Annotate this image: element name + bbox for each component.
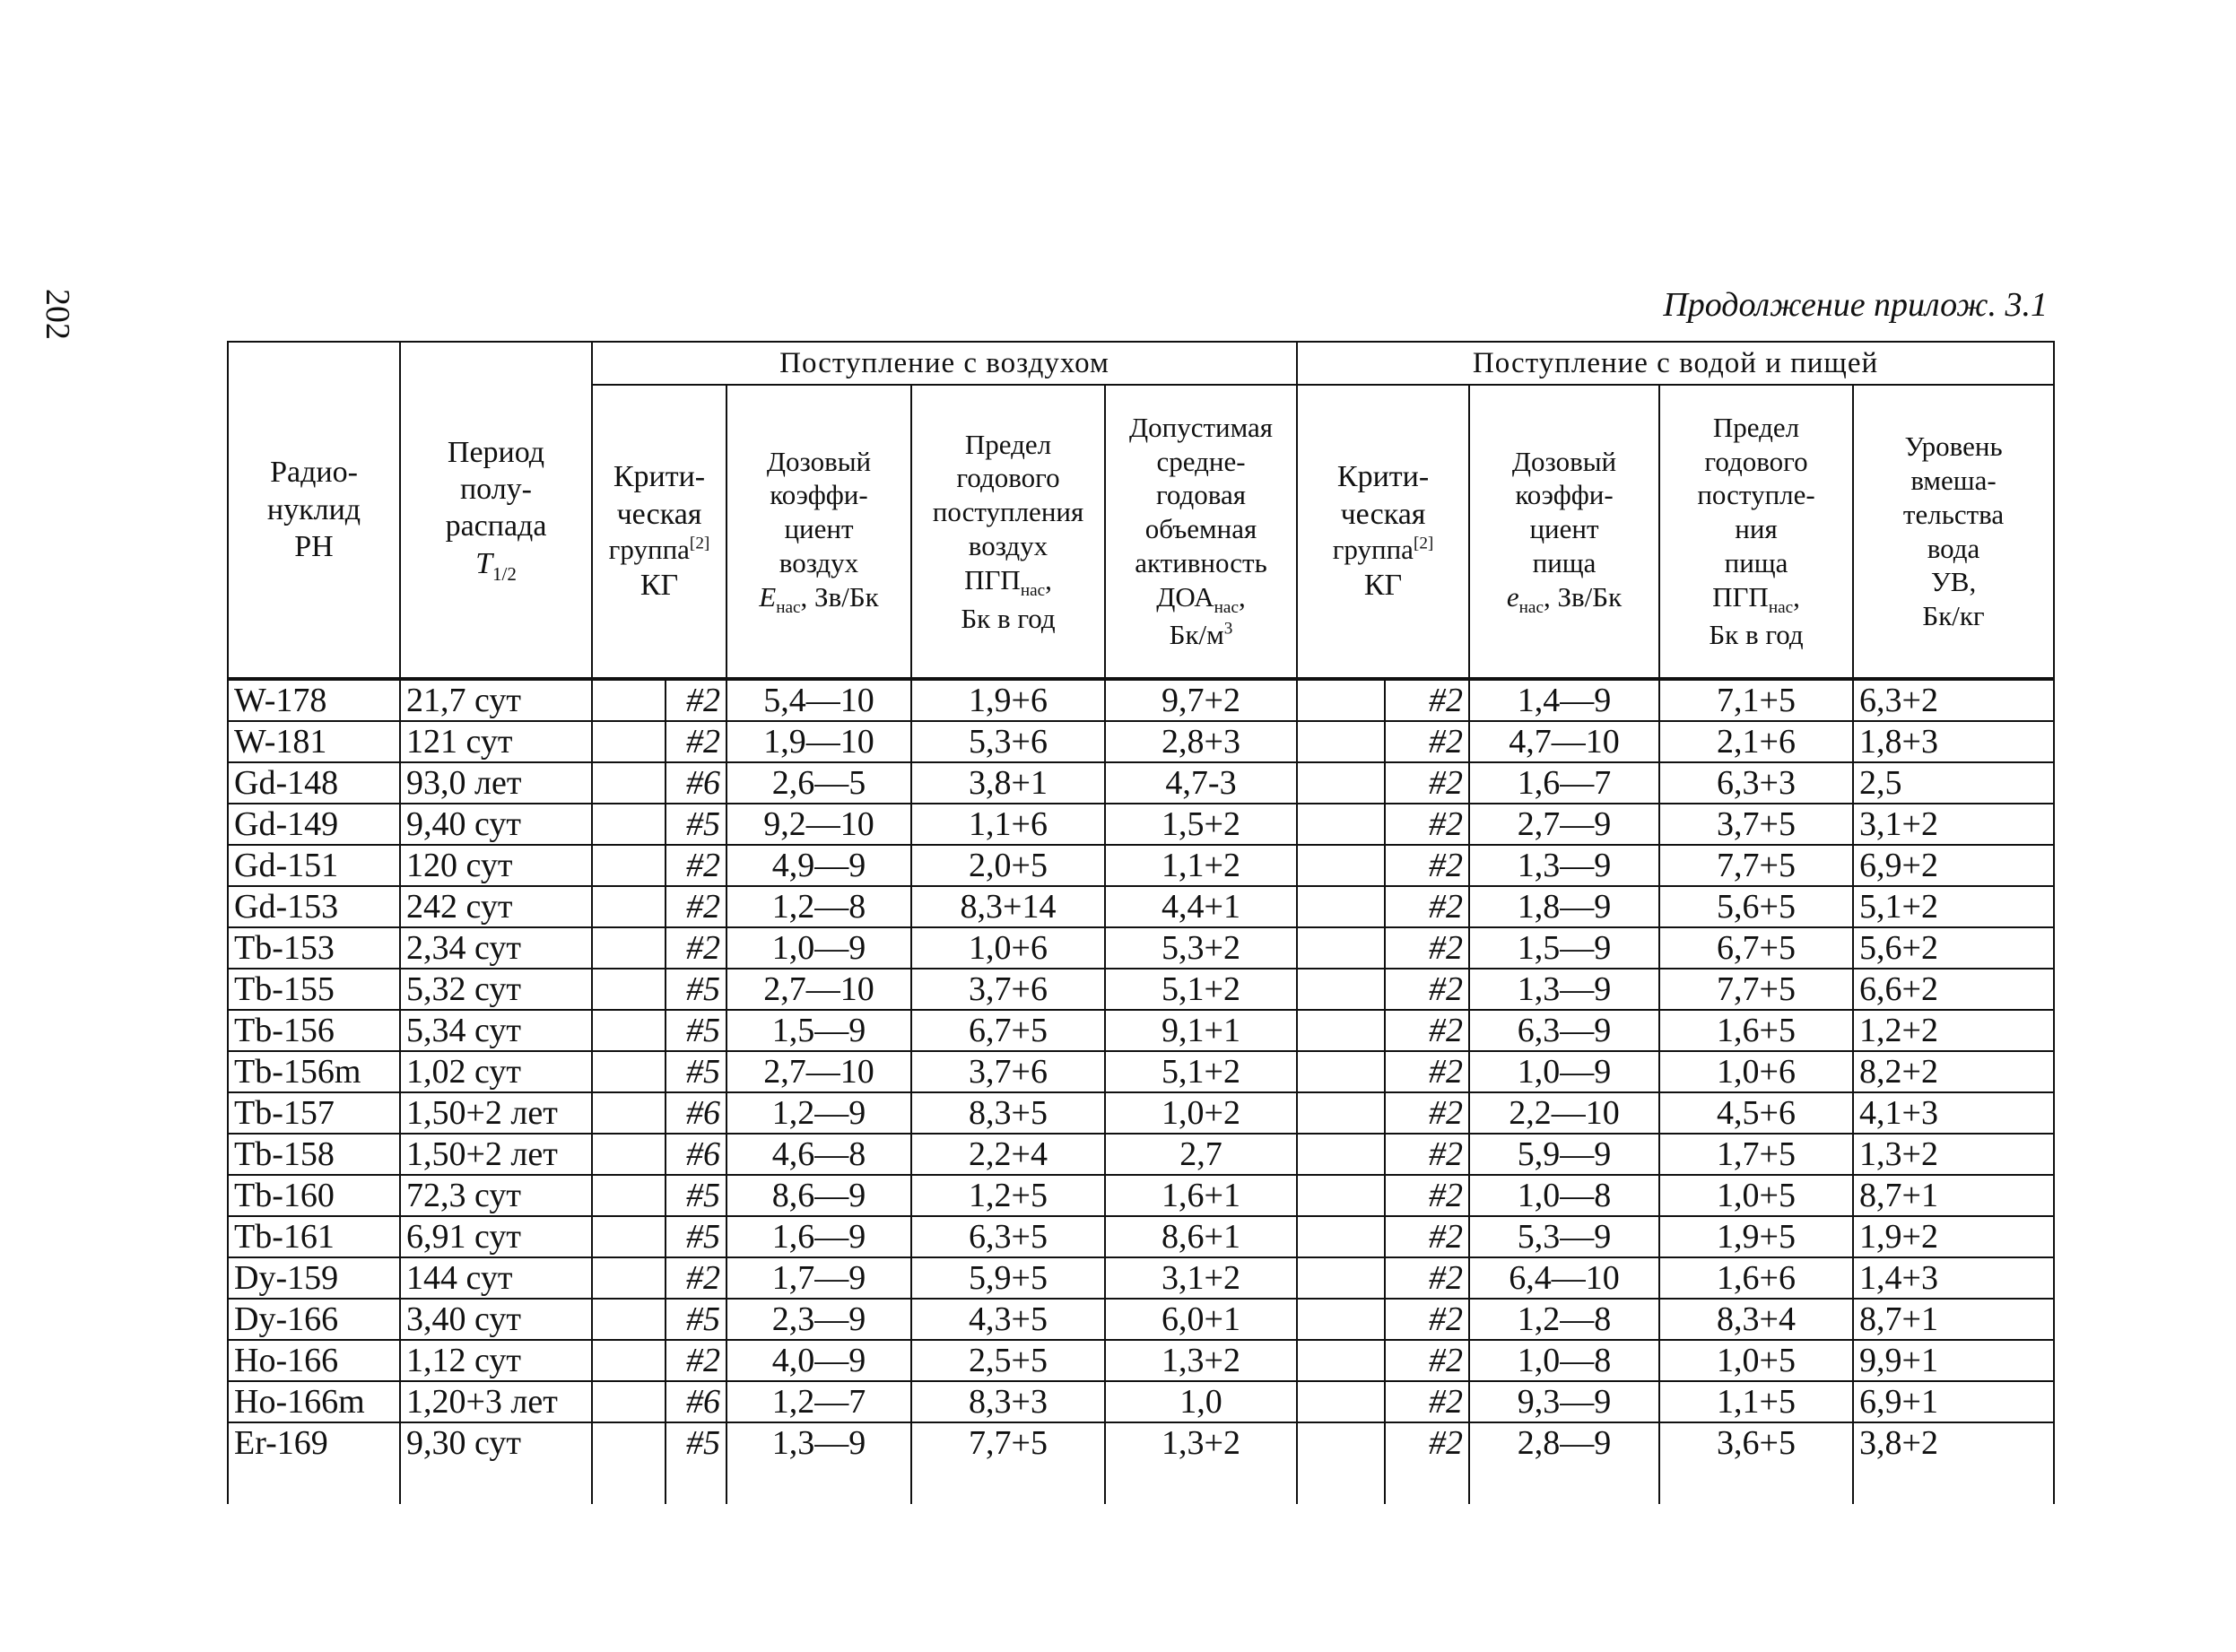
cell-critical-group-air: #5 bbox=[666, 1051, 726, 1092]
cell-intake-limit-air: 8,3+5 bbox=[911, 1092, 1105, 1134]
cell-doa: 1,3+2 bbox=[1105, 1422, 1297, 1504]
cell-half-life: 144 сут bbox=[400, 1257, 592, 1299]
cell-intervention-level: 5,1+2 bbox=[1853, 886, 2054, 927]
cell-dose-coeff-food: 1,0—8 bbox=[1469, 1175, 1659, 1216]
cell-dose-coeff-food: 1,2—8 bbox=[1469, 1299, 1659, 1340]
cell-critical-group-air: #5 bbox=[666, 1010, 726, 1051]
cell-blank bbox=[592, 1216, 666, 1257]
cell-blank bbox=[592, 886, 666, 927]
radionuclide-table bbox=[227, 341, 2055, 1504]
cell-dose-coeff-food: 1,4—9 bbox=[1469, 679, 1659, 721]
cell-blank bbox=[592, 1299, 666, 1340]
cell-blank bbox=[592, 762, 666, 804]
cell-intake-limit-food: 1,6+6 bbox=[1659, 1257, 1853, 1299]
table-row bbox=[228, 1010, 2054, 1051]
header-critical-group-food: Крити- ческая группа[2] КГ bbox=[1297, 385, 1469, 679]
cell-nuclide: W-178 bbox=[228, 679, 400, 721]
cell-intake-limit-food: 3,7+5 bbox=[1659, 804, 1853, 845]
cell-dose-coeff-food: 2,7—9 bbox=[1469, 804, 1659, 845]
cell-blank bbox=[592, 1340, 666, 1381]
cell-dose-coeff-air: 8,6—9 bbox=[726, 1175, 911, 1216]
cell-blank bbox=[1297, 1175, 1385, 1216]
cell-intake-limit-food: 3,6+5 bbox=[1659, 1422, 1853, 1504]
cell-dose-coeff-air: 2,7—10 bbox=[726, 1051, 911, 1092]
cell-nuclide: Dy-159 bbox=[228, 1257, 400, 1299]
cell-nuclide: Er-169 bbox=[228, 1422, 400, 1504]
table-row bbox=[228, 1175, 2054, 1216]
cell-doa: 1,6+1 bbox=[1105, 1175, 1297, 1216]
table-row bbox=[228, 804, 2054, 845]
cell-dose-coeff-food: 1,0—9 bbox=[1469, 1051, 1659, 1092]
cell-intake-limit-food: 6,7+5 bbox=[1659, 927, 1853, 969]
table-row bbox=[228, 927, 2054, 969]
cell-half-life: 1,20+3 лет bbox=[400, 1381, 592, 1422]
cell-critical-group-air: #5 bbox=[666, 969, 726, 1010]
header-food-intake: Поступление с водой и пищей bbox=[1297, 342, 2054, 385]
cell-blank bbox=[592, 1051, 666, 1092]
cell-intervention-level: 8,2+2 bbox=[1853, 1051, 2054, 1092]
cell-blank bbox=[1297, 762, 1385, 804]
cell-critical-group-food: #2 bbox=[1385, 969, 1469, 1010]
cell-intake-limit-food: 1,9+5 bbox=[1659, 1216, 1853, 1257]
cell-nuclide: Tb-157 bbox=[228, 1092, 400, 1134]
cell-half-life: 93,0 лет bbox=[400, 762, 592, 804]
cell-doa: 2,8+3 bbox=[1105, 721, 1297, 762]
cell-blank bbox=[1297, 1340, 1385, 1381]
cell-intervention-level: 1,4+3 bbox=[1853, 1257, 2054, 1299]
cell-intervention-level: 8,7+1 bbox=[1853, 1175, 2054, 1216]
cell-doa: 4,7-3 bbox=[1105, 762, 1297, 804]
cell-critical-group-air: #5 bbox=[666, 1216, 726, 1257]
cell-blank bbox=[592, 804, 666, 845]
cell-critical-group-air: #5 bbox=[666, 1422, 726, 1504]
table-row bbox=[228, 1422, 2054, 1504]
cell-dose-coeff-air: 2,6—5 bbox=[726, 762, 911, 804]
table-row bbox=[228, 1257, 2054, 1299]
cell-doa: 1,3+2 bbox=[1105, 1340, 1297, 1381]
cell-doa: 8,6+1 bbox=[1105, 1216, 1297, 1257]
cell-doa: 1,0+2 bbox=[1105, 1092, 1297, 1134]
cell-blank bbox=[592, 1175, 666, 1216]
cell-intervention-level: 8,7+1 bbox=[1853, 1299, 2054, 1340]
cell-intervention-level: 2,5 bbox=[1853, 762, 2054, 804]
cell-intake-limit-food: 2,1+6 bbox=[1659, 721, 1853, 762]
header-intake-limit-food: Предел годового поступле- ния пища $ПГП_{нас}$, Бк в год bbox=[1659, 385, 1853, 679]
cell-intake-limit-air: 3,8+1 bbox=[911, 762, 1105, 804]
cell-dose-coeff-air: 9,2—10 bbox=[726, 804, 911, 845]
cell-critical-group-food: #2 bbox=[1385, 1134, 1469, 1175]
cell-intake-limit-food: 1,6+5 bbox=[1659, 1010, 1853, 1051]
cell-blank bbox=[1297, 1381, 1385, 1422]
cell-dose-coeff-air: 1,5—9 bbox=[726, 1010, 911, 1051]
cell-critical-group-food: #2 bbox=[1385, 1010, 1469, 1051]
cell-intervention-level: 6,9+2 bbox=[1853, 845, 2054, 886]
cell-half-life: 9,30 сут bbox=[400, 1422, 592, 1504]
cell-blank bbox=[1297, 886, 1385, 927]
cell-half-life: 2,34 сут bbox=[400, 927, 592, 969]
cell-intervention-level: 1,9+2 bbox=[1853, 1216, 2054, 1257]
cell-critical-group-food: #2 bbox=[1385, 1299, 1469, 1340]
cell-blank bbox=[592, 845, 666, 886]
table-row bbox=[228, 1340, 2054, 1381]
cell-intake-limit-food: 1,0+5 bbox=[1659, 1175, 1853, 1216]
cell-critical-group-food: #2 bbox=[1385, 1257, 1469, 1299]
cell-critical-group-air: #6 bbox=[666, 1092, 726, 1134]
cell-doa: 5,1+2 bbox=[1105, 1051, 1297, 1092]
cell-intake-limit-air: 5,9+5 bbox=[911, 1257, 1105, 1299]
cell-dose-coeff-food: 1,0—8 bbox=[1469, 1340, 1659, 1381]
cell-nuclide: Ho-166m bbox=[228, 1381, 400, 1422]
cell-intake-limit-air: 2,2+4 bbox=[911, 1134, 1105, 1175]
cell-half-life: 1,12 сут bbox=[400, 1340, 592, 1381]
cell-nuclide: Tb-155 bbox=[228, 969, 400, 1010]
cell-intake-limit-air: 8,3+3 bbox=[911, 1381, 1105, 1422]
cell-doa: 1,1+2 bbox=[1105, 845, 1297, 886]
header-intervention-level: Уровень вмеша- тельства вода УВ, Бк/кг bbox=[1853, 385, 2054, 679]
cell-dose-coeff-air: 1,2—8 bbox=[726, 886, 911, 927]
cell-critical-group-food: #2 bbox=[1385, 1092, 1469, 1134]
cell-dose-coeff-food: 2,2—10 bbox=[1469, 1092, 1659, 1134]
table-row bbox=[228, 1092, 2054, 1134]
cell-half-life: 5,32 сут bbox=[400, 969, 592, 1010]
cell-half-life: 1,02 сут bbox=[400, 1051, 592, 1092]
cell-intervention-level: 1,2+2 bbox=[1853, 1010, 2054, 1051]
cell-dose-coeff-air: 2,7—10 bbox=[726, 969, 911, 1010]
cell-dose-coeff-food: 5,9—9 bbox=[1469, 1134, 1659, 1175]
cell-intervention-level: 4,1+3 bbox=[1853, 1092, 2054, 1134]
cell-blank bbox=[1297, 969, 1385, 1010]
cell-blank bbox=[1297, 1134, 1385, 1175]
cell-dose-coeff-air: 1,6—9 bbox=[726, 1216, 911, 1257]
cell-blank bbox=[1297, 927, 1385, 969]
cell-intake-limit-air: 6,3+5 bbox=[911, 1216, 1105, 1257]
cell-dose-coeff-food: 6,4—10 bbox=[1469, 1257, 1659, 1299]
cell-blank bbox=[592, 1257, 666, 1299]
cell-dose-coeff-food: 5,3—9 bbox=[1469, 1216, 1659, 1257]
cell-critical-group-food: #2 bbox=[1385, 1175, 1469, 1216]
cell-critical-group-air: #6 bbox=[666, 1381, 726, 1422]
header-nuclide: Радио- нуклид РН bbox=[228, 342, 400, 679]
cell-intake-limit-food: 8,3+4 bbox=[1659, 1299, 1853, 1340]
cell-nuclide: Dy-166 bbox=[228, 1299, 400, 1340]
table-body bbox=[228, 679, 2054, 1504]
cell-intake-limit-food: 1,0+6 bbox=[1659, 1051, 1853, 1092]
cell-half-life: 3,40 сут bbox=[400, 1299, 592, 1340]
cell-half-life: 1,50+2 лет bbox=[400, 1092, 592, 1134]
table-row bbox=[228, 886, 2054, 927]
cell-half-life: 21,7 сут bbox=[400, 679, 592, 721]
table-row bbox=[228, 969, 2054, 1010]
cell-critical-group-air: #2 bbox=[666, 679, 726, 721]
cell-blank bbox=[592, 1010, 666, 1051]
cell-critical-group-air: #6 bbox=[666, 1134, 726, 1175]
cell-critical-group-air: #2 bbox=[666, 886, 726, 927]
cell-nuclide: Gd-153 bbox=[228, 886, 400, 927]
cell-blank bbox=[592, 679, 666, 721]
cell-critical-group-food: #2 bbox=[1385, 804, 1469, 845]
cell-blank bbox=[592, 1092, 666, 1134]
cell-intervention-level: 3,8+2 bbox=[1853, 1422, 2054, 1504]
cell-intake-limit-air: 1,2+5 bbox=[911, 1175, 1105, 1216]
cell-doa: 2,7 bbox=[1105, 1134, 1297, 1175]
cell-dose-coeff-air: 4,0—9 bbox=[726, 1340, 911, 1381]
table-row bbox=[228, 1134, 2054, 1175]
cell-intake-limit-air: 6,7+5 bbox=[911, 1010, 1105, 1051]
cell-intake-limit-food: 6,3+3 bbox=[1659, 762, 1853, 804]
cell-critical-group-food: #2 bbox=[1385, 721, 1469, 762]
cell-intake-limit-food: 5,6+5 bbox=[1659, 886, 1853, 927]
cell-intake-limit-food: 1,0+5 bbox=[1659, 1340, 1853, 1381]
cell-dose-coeff-air: 4,6—8 bbox=[726, 1134, 911, 1175]
cell-doa: 3,1+2 bbox=[1105, 1257, 1297, 1299]
cell-dose-coeff-air: 1,7—9 bbox=[726, 1257, 911, 1299]
cell-blank bbox=[1297, 1422, 1385, 1504]
cell-blank bbox=[592, 927, 666, 969]
cell-half-life: 120 сут bbox=[400, 845, 592, 886]
cell-blank bbox=[592, 721, 666, 762]
cell-half-life: 5,34 сут bbox=[400, 1010, 592, 1051]
cell-intervention-level: 6,6+2 bbox=[1853, 969, 2054, 1010]
cell-half-life: 9,40 сут bbox=[400, 804, 592, 845]
cell-critical-group-food: #2 bbox=[1385, 1051, 1469, 1092]
cell-half-life: 6,91 сут bbox=[400, 1216, 592, 1257]
cell-intake-limit-food: 7,7+5 bbox=[1659, 845, 1853, 886]
table-row bbox=[228, 762, 2054, 804]
cell-intake-limit-air: 1,1+6 bbox=[911, 804, 1105, 845]
cell-blank bbox=[1297, 845, 1385, 886]
cell-blank bbox=[592, 1134, 666, 1175]
cell-intake-limit-food: 7,7+5 bbox=[1659, 969, 1853, 1010]
cell-half-life: 121 сут bbox=[400, 721, 592, 762]
cell-intervention-level: 1,3+2 bbox=[1853, 1134, 2054, 1175]
cell-dose-coeff-food: 9,3—9 bbox=[1469, 1381, 1659, 1422]
cell-blank bbox=[592, 969, 666, 1010]
cell-intervention-level: 6,9+1 bbox=[1853, 1381, 2054, 1422]
cell-intake-limit-food: 7,1+5 bbox=[1659, 679, 1853, 721]
cell-blank bbox=[592, 1381, 666, 1422]
cell-critical-group-food: #2 bbox=[1385, 1422, 1469, 1504]
cell-dose-coeff-air: 1,9—10 bbox=[726, 721, 911, 762]
cell-blank bbox=[1297, 1257, 1385, 1299]
cell-doa: 6,0+1 bbox=[1105, 1299, 1297, 1340]
cell-nuclide: Tb-153 bbox=[228, 927, 400, 969]
cell-blank bbox=[1297, 679, 1385, 721]
cell-half-life: 1,50+2 лет bbox=[400, 1134, 592, 1175]
header-dose-coeff-air: Дозовый коэффи- циент воздух $E_{нас}$, Зв/Бк bbox=[726, 385, 911, 679]
table-row bbox=[228, 845, 2054, 886]
cell-intake-limit-air: 1,9+6 bbox=[911, 679, 1105, 721]
cell-critical-group-food: #2 bbox=[1385, 845, 1469, 886]
table-header bbox=[228, 342, 2054, 679]
cell-intake-limit-air: 5,3+6 bbox=[911, 721, 1105, 762]
table-row bbox=[228, 721, 2054, 762]
page-number: 202 bbox=[39, 289, 76, 340]
cell-intake-limit-air: 3,7+6 bbox=[911, 1051, 1105, 1092]
header-half-life: Период полу- распада $T_{1/2}$ bbox=[400, 342, 592, 679]
cell-critical-group-food: #2 bbox=[1385, 886, 1469, 927]
cell-dose-coeff-food: 6,3—9 bbox=[1469, 1010, 1659, 1051]
cell-blank bbox=[1297, 1092, 1385, 1134]
cell-nuclide: Gd-149 bbox=[228, 804, 400, 845]
table-row bbox=[228, 679, 2054, 721]
cell-dose-coeff-food: 4,7—10 bbox=[1469, 721, 1659, 762]
cell-dose-coeff-air: 1,2—9 bbox=[726, 1092, 911, 1134]
cell-dose-coeff-food: 1,3—9 bbox=[1469, 969, 1659, 1010]
cell-intake-limit-air: 1,0+6 bbox=[911, 927, 1105, 969]
cell-intake-limit-food: 4,5+6 bbox=[1659, 1092, 1853, 1134]
cell-doa: 1,5+2 bbox=[1105, 804, 1297, 845]
cell-critical-group-air: #2 bbox=[666, 927, 726, 969]
cell-intervention-level: 6,3+2 bbox=[1853, 679, 2054, 721]
table-row bbox=[228, 1299, 2054, 1340]
cell-nuclide: Gd-151 bbox=[228, 845, 400, 886]
cell-nuclide: Tb-160 bbox=[228, 1175, 400, 1216]
cell-dose-coeff-air: 1,0—9 bbox=[726, 927, 911, 969]
cell-critical-group-air: #2 bbox=[666, 845, 726, 886]
cell-blank bbox=[1297, 804, 1385, 845]
cell-critical-group-air: #2 bbox=[666, 721, 726, 762]
cell-critical-group-air: #6 bbox=[666, 762, 726, 804]
cell-intake-limit-air: 7,7+5 bbox=[911, 1422, 1105, 1504]
cell-dose-coeff-air: 1,3—9 bbox=[726, 1422, 911, 1504]
cell-doa: 9,1+1 bbox=[1105, 1010, 1297, 1051]
cell-critical-group-food: #2 bbox=[1385, 927, 1469, 969]
cell-dose-coeff-food: 1,5—9 bbox=[1469, 927, 1659, 969]
cell-half-life: 72,3 сут bbox=[400, 1175, 592, 1216]
cell-intake-limit-food: 1,1+5 bbox=[1659, 1381, 1853, 1422]
header-air-intake: Поступление с воздухом bbox=[592, 342, 1297, 385]
cell-dose-coeff-food: 1,3—9 bbox=[1469, 845, 1659, 886]
cell-intervention-level: 1,8+3 bbox=[1853, 721, 2054, 762]
cell-critical-group-air: #5 bbox=[666, 804, 726, 845]
cell-critical-group-food: #2 bbox=[1385, 1216, 1469, 1257]
table-row bbox=[228, 1381, 2054, 1422]
cell-dose-coeff-air: 2,3—9 bbox=[726, 1299, 911, 1340]
header-intake-limit-air: Предел годового поступления воздух $ПГП_{нас}$, Бк в год bbox=[911, 385, 1105, 679]
cell-nuclide: Ho-166 bbox=[228, 1340, 400, 1381]
cell-intake-limit-air: 3,7+6 bbox=[911, 969, 1105, 1010]
cell-intake-limit-air: 4,3+5 bbox=[911, 1299, 1105, 1340]
cell-blank bbox=[1297, 1299, 1385, 1340]
cell-dose-coeff-food: 1,8—9 bbox=[1469, 886, 1659, 927]
header-dose-coeff-food: Дозовый коэффи- циент пища $e_{нас}$, Зв/Бк bbox=[1469, 385, 1659, 679]
cell-doa: 9,7+2 bbox=[1105, 679, 1297, 721]
cell-blank bbox=[592, 1422, 666, 1504]
table-row bbox=[228, 1216, 2054, 1257]
cell-nuclide: Tb-156m bbox=[228, 1051, 400, 1092]
cell-intervention-level: 3,1+2 bbox=[1853, 804, 2054, 845]
cell-half-life: 242 сут bbox=[400, 886, 592, 927]
cell-intake-limit-air: 8,3+14 bbox=[911, 886, 1105, 927]
cell-dose-coeff-air: 5,4—10 bbox=[726, 679, 911, 721]
cell-critical-group-air: #2 bbox=[666, 1340, 726, 1381]
cell-intake-limit-air: 2,0+5 bbox=[911, 845, 1105, 886]
cell-blank bbox=[1297, 1010, 1385, 1051]
cell-intervention-level: 5,6+2 bbox=[1853, 927, 2054, 969]
cell-blank bbox=[1297, 721, 1385, 762]
cell-nuclide: Gd-148 bbox=[228, 762, 400, 804]
cell-intake-limit-food: 1,7+5 bbox=[1659, 1134, 1853, 1175]
cell-intake-limit-air: 2,5+5 bbox=[911, 1340, 1105, 1381]
cell-blank bbox=[1297, 1216, 1385, 1257]
cell-nuclide: Tb-161 bbox=[228, 1216, 400, 1257]
header-critical-group-air: Крити- ческая группа[2] КГ bbox=[592, 385, 726, 679]
cell-intervention-level: 9,9+1 bbox=[1853, 1340, 2054, 1381]
cell-critical-group-air: #2 bbox=[666, 1257, 726, 1299]
cell-critical-group-air: #5 bbox=[666, 1175, 726, 1216]
cell-critical-group-air: #5 bbox=[666, 1299, 726, 1340]
cell-nuclide: Tb-156 bbox=[228, 1010, 400, 1051]
table-caption: Продолжение прилож. 3.1 bbox=[1663, 286, 2048, 324]
cell-critical-group-food: #2 bbox=[1385, 1381, 1469, 1422]
cell-blank bbox=[1297, 1051, 1385, 1092]
cell-doa: 1,0 bbox=[1105, 1381, 1297, 1422]
cell-nuclide: W-181 bbox=[228, 721, 400, 762]
cell-dose-coeff-food: 1,6—7 bbox=[1469, 762, 1659, 804]
cell-doa: 5,3+2 bbox=[1105, 927, 1297, 969]
cell-doa: 5,1+2 bbox=[1105, 969, 1297, 1010]
cell-dose-coeff-air: 1,2—7 bbox=[726, 1381, 911, 1422]
cell-critical-group-food: #2 bbox=[1385, 762, 1469, 804]
header-doa: Допустимая средне- годовая объемная активность $ДОА_{нас}$, $Бк/м^3$ bbox=[1105, 385, 1297, 679]
cell-critical-group-food: #2 bbox=[1385, 679, 1469, 721]
cell-dose-coeff-air: 4,9—9 bbox=[726, 845, 911, 886]
cell-doa: 4,4+1 bbox=[1105, 886, 1297, 927]
table-row bbox=[228, 1051, 2054, 1092]
cell-critical-group-food: #2 bbox=[1385, 1340, 1469, 1381]
cell-nuclide: Tb-158 bbox=[228, 1134, 400, 1175]
cell-dose-coeff-food: 2,8—9 bbox=[1469, 1422, 1659, 1504]
